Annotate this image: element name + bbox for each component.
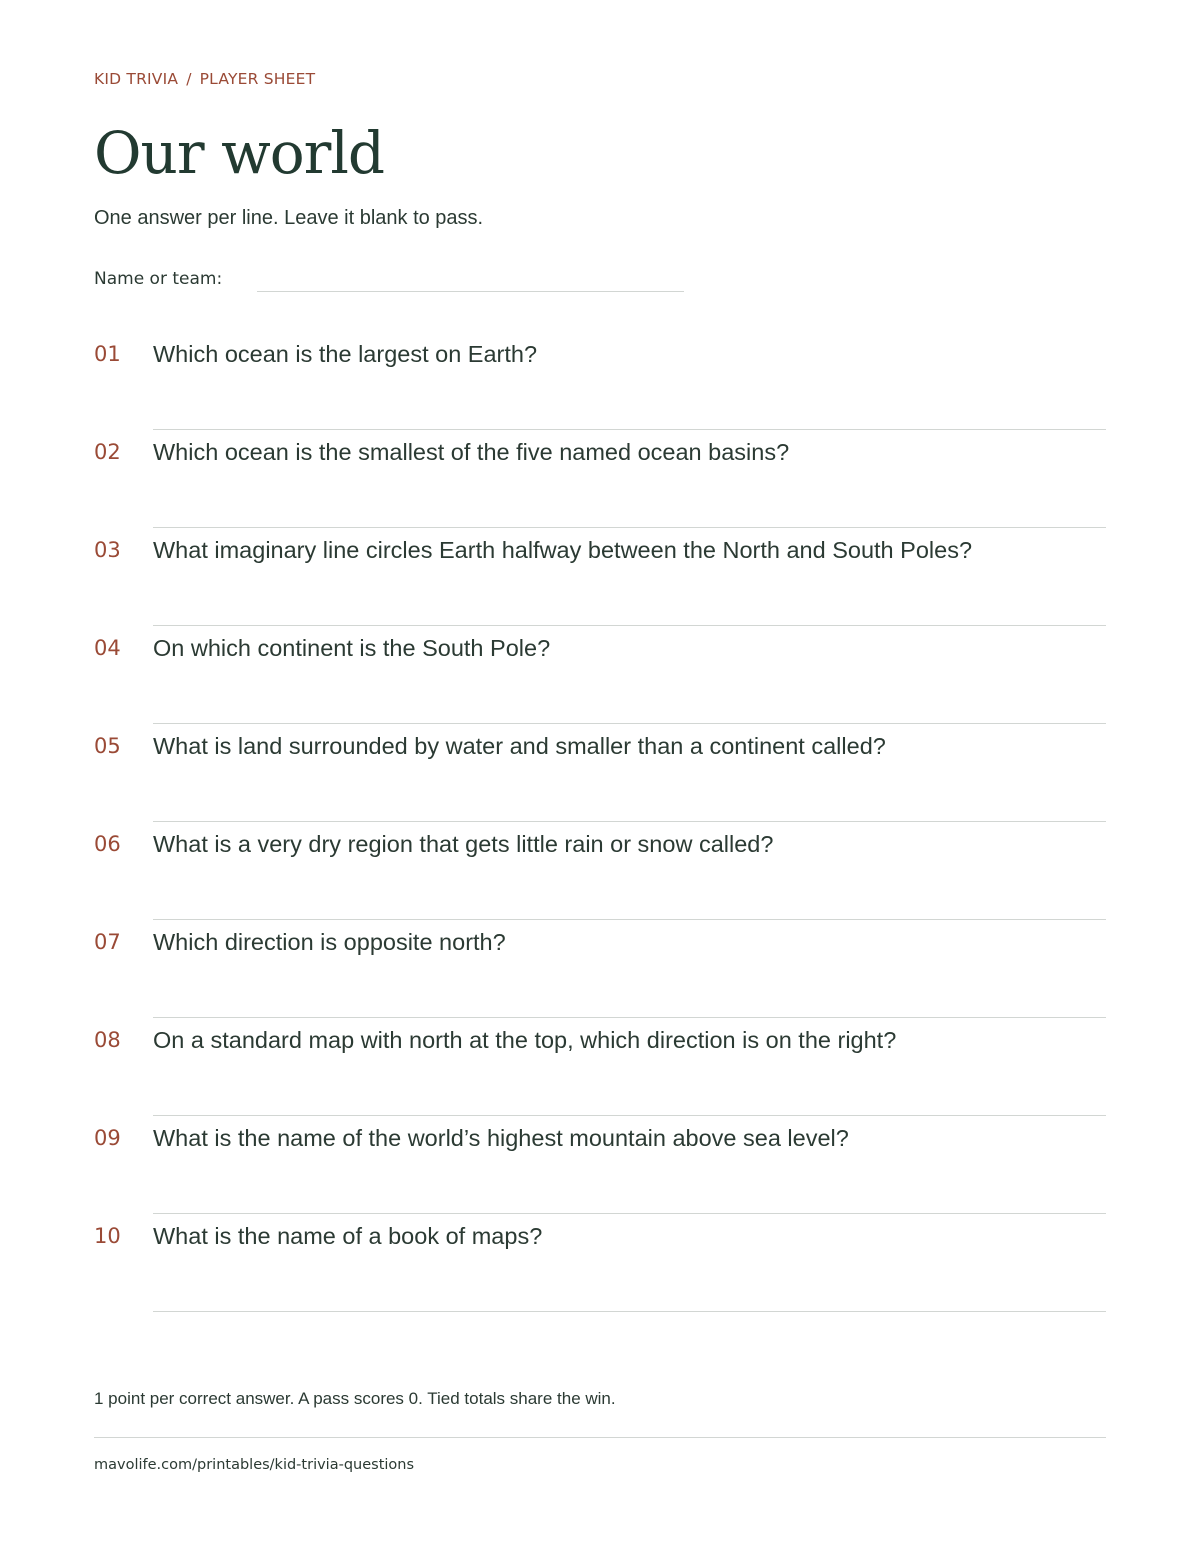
name-field-label: Name or team:: [94, 269, 223, 289]
question-number: 03: [94, 538, 121, 562]
question-number: 08: [94, 1028, 121, 1052]
answer-line[interactable]: [153, 1213, 1106, 1214]
instructions: One answer per line. Leave it blank to pass.: [94, 207, 484, 229]
answer-line[interactable]: [153, 1115, 1106, 1116]
question-number: 07: [94, 930, 121, 954]
question-number: 05: [94, 734, 121, 758]
answer-line[interactable]: [153, 429, 1106, 430]
question-text: What is the name of a book of maps?: [153, 1223, 543, 1249]
scoring-note: 1 point per correct answer. A pass scores 0. Tied totals share the win.: [94, 1389, 616, 1408]
answer-line[interactable]: [153, 723, 1106, 724]
breadcrumb-page: PLAYER SHEET: [199, 70, 316, 88]
question-text: What is land surrounded by water and smaller than a continent called?: [153, 733, 886, 759]
footer-divider: [94, 1437, 1106, 1438]
answer-line[interactable]: [153, 625, 1106, 626]
question-number: 09: [94, 1126, 121, 1150]
answer-line[interactable]: [153, 1311, 1106, 1312]
question-number: 02: [94, 440, 121, 464]
question-item: [94, 726, 1106, 824]
question-item: [94, 824, 1106, 922]
question-number: 04: [94, 636, 121, 660]
name-field-line[interactable]: [257, 291, 684, 292]
question-text: Which direction is opposite north?: [153, 929, 506, 955]
question-item: [94, 1216, 1106, 1314]
answer-line[interactable]: [153, 527, 1106, 528]
question-item: [94, 432, 1106, 530]
question-item: [94, 1118, 1106, 1216]
answer-line[interactable]: [153, 1017, 1106, 1018]
question-item: [94, 530, 1106, 628]
question-text: Which ocean is the smallest of the five named ocean basins?: [153, 439, 790, 465]
answer-line[interactable]: [153, 919, 1106, 920]
name-field-row: [94, 268, 694, 294]
question-text: On which continent is the South Pole?: [153, 635, 551, 661]
page-title: Our world: [94, 119, 385, 187]
breadcrumb-section: KID TRIVIA: [94, 70, 179, 88]
breadcrumb: [94, 70, 315, 88]
question-item: [94, 334, 1106, 432]
question-text: On a standard map with north at the top, which direction is on the right?: [153, 1027, 897, 1053]
question-text: What is a very dry region that gets little rain or snow called?: [153, 831, 774, 857]
question-number: 06: [94, 832, 121, 856]
question-item: [94, 1020, 1106, 1118]
answer-line[interactable]: [153, 821, 1106, 822]
question-number: 01: [94, 342, 121, 366]
question-number: 10: [94, 1224, 121, 1248]
question-text: What imaginary line circles Earth halfway between the North and South Poles?: [153, 537, 973, 563]
question-text: What is the name of the world’s highest mountain above sea level?: [153, 1125, 849, 1151]
breadcrumb-separator: /: [186, 70, 192, 88]
question-item: [94, 922, 1106, 1020]
question-item: [94, 628, 1106, 726]
question-list: [94, 334, 1106, 1314]
question-text: Which ocean is the largest on Earth?: [153, 341, 538, 367]
footer-url: mavolife.com/printables/kid-trivia-questions: [94, 1457, 415, 1473]
